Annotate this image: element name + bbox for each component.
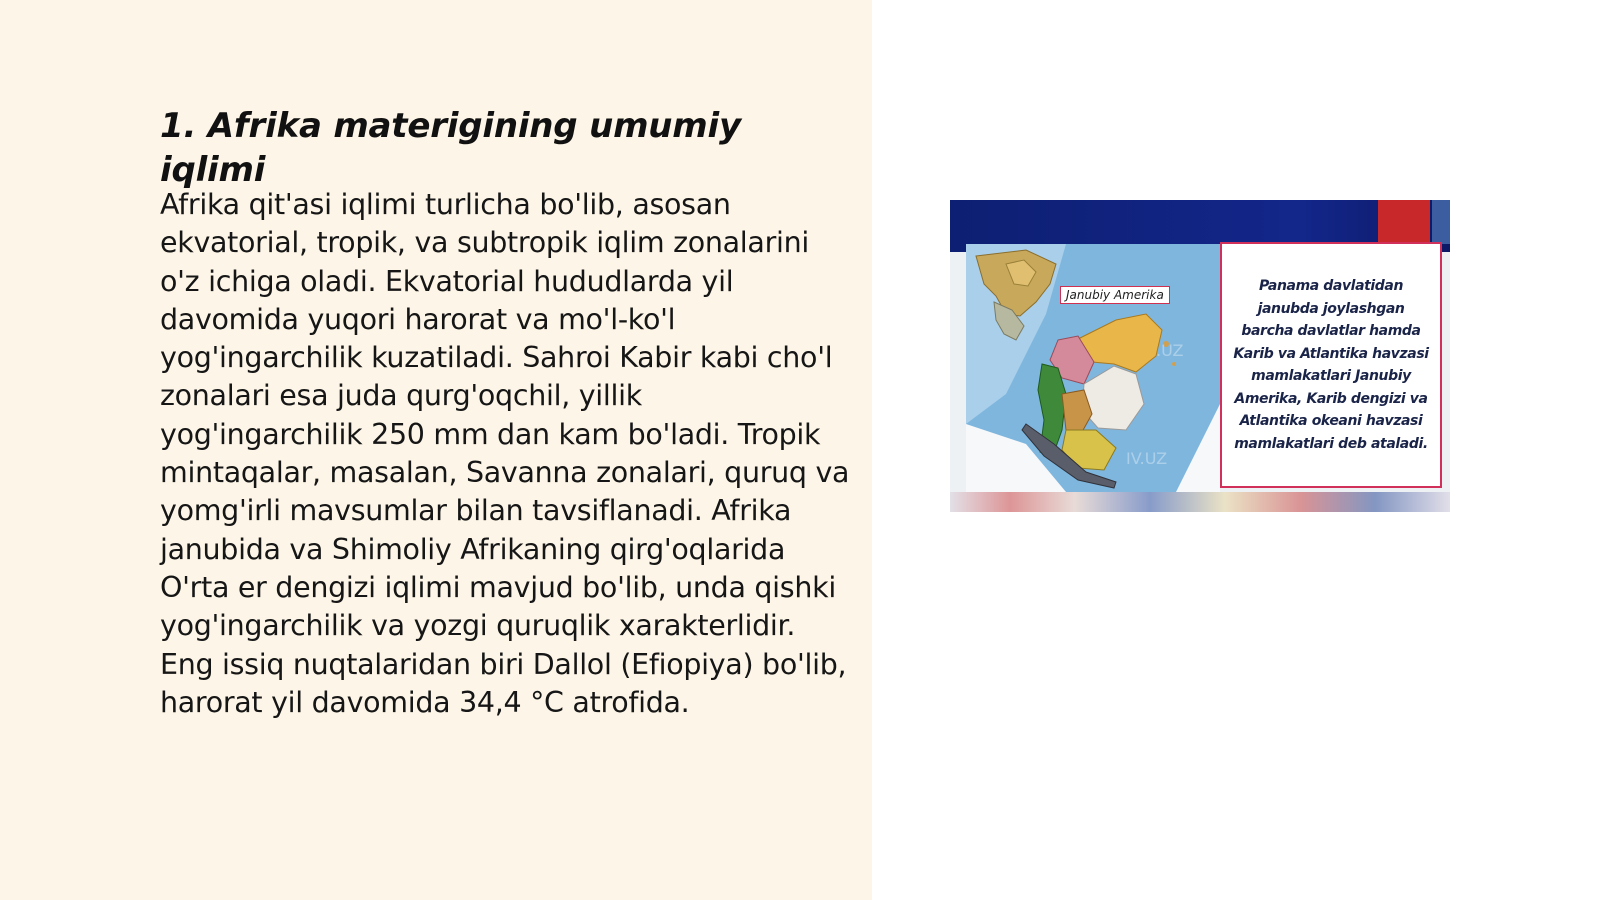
map-illustration: [966, 244, 1220, 492]
slide-body-text: Afrika qit'asi iqlimi turlicha bo'lib, asosan ekvatorial, tropik, va subtropik iqlim zonalarini o'z ichiga oladi. Ekvatorial hududlarda yil davomida yuqori harorat va mo'l-ko'l yog'ingarchilik kuzatiladi. Sahroi Kabir kabi cho'l zonalari esa juda qurg'oqchil, yillik yog'ingarchilik 250 mm dan kam bo'ladi. Tropik mintaqalar, masalan, Savanna zonalari, quruq va yomg'irli mavsumlar bilan tavsiflanadi. Afrika janubida va Shimoliy Afrikaning qirg'oqlarida O'rta er dengizi iqlimi mavjud bo'lib, unda qishki yog'ingarchilik va yozgi quruqlik xarakterlidir. Eng issiq nuqtalaridan biri Dallol (Efiopiya) bo'lib, harorat yil davomida 34,4 °C atrofida.: [160, 188, 850, 719]
header-blue-block: [1432, 200, 1450, 244]
map-description-text: Panama davlatidan janubda joylashgan barcha davlatlar hamda Karib va Atlantika havzasi mamlakatlari Janubiy Amerika, Karib dengizi va Atlantika okeani havzasi mamlakatlari deb ataladi.: [1233, 278, 1429, 452]
svg-text:IV.UZ: IV.UZ: [1126, 449, 1168, 468]
svg-text:.UZ: .UZ: [1156, 341, 1184, 360]
image-footer-strip: [950, 492, 1450, 512]
map-region-label: Janubiy Amerika: [1060, 286, 1170, 304]
map-description-box: [1220, 242, 1442, 488]
header-red-block: [1378, 200, 1430, 244]
embedded-map-image: [950, 200, 1450, 512]
south-america-map: [966, 244, 1220, 492]
slide-title: 1. Afrika materigining umumiy iqlimi: [160, 106, 741, 190]
